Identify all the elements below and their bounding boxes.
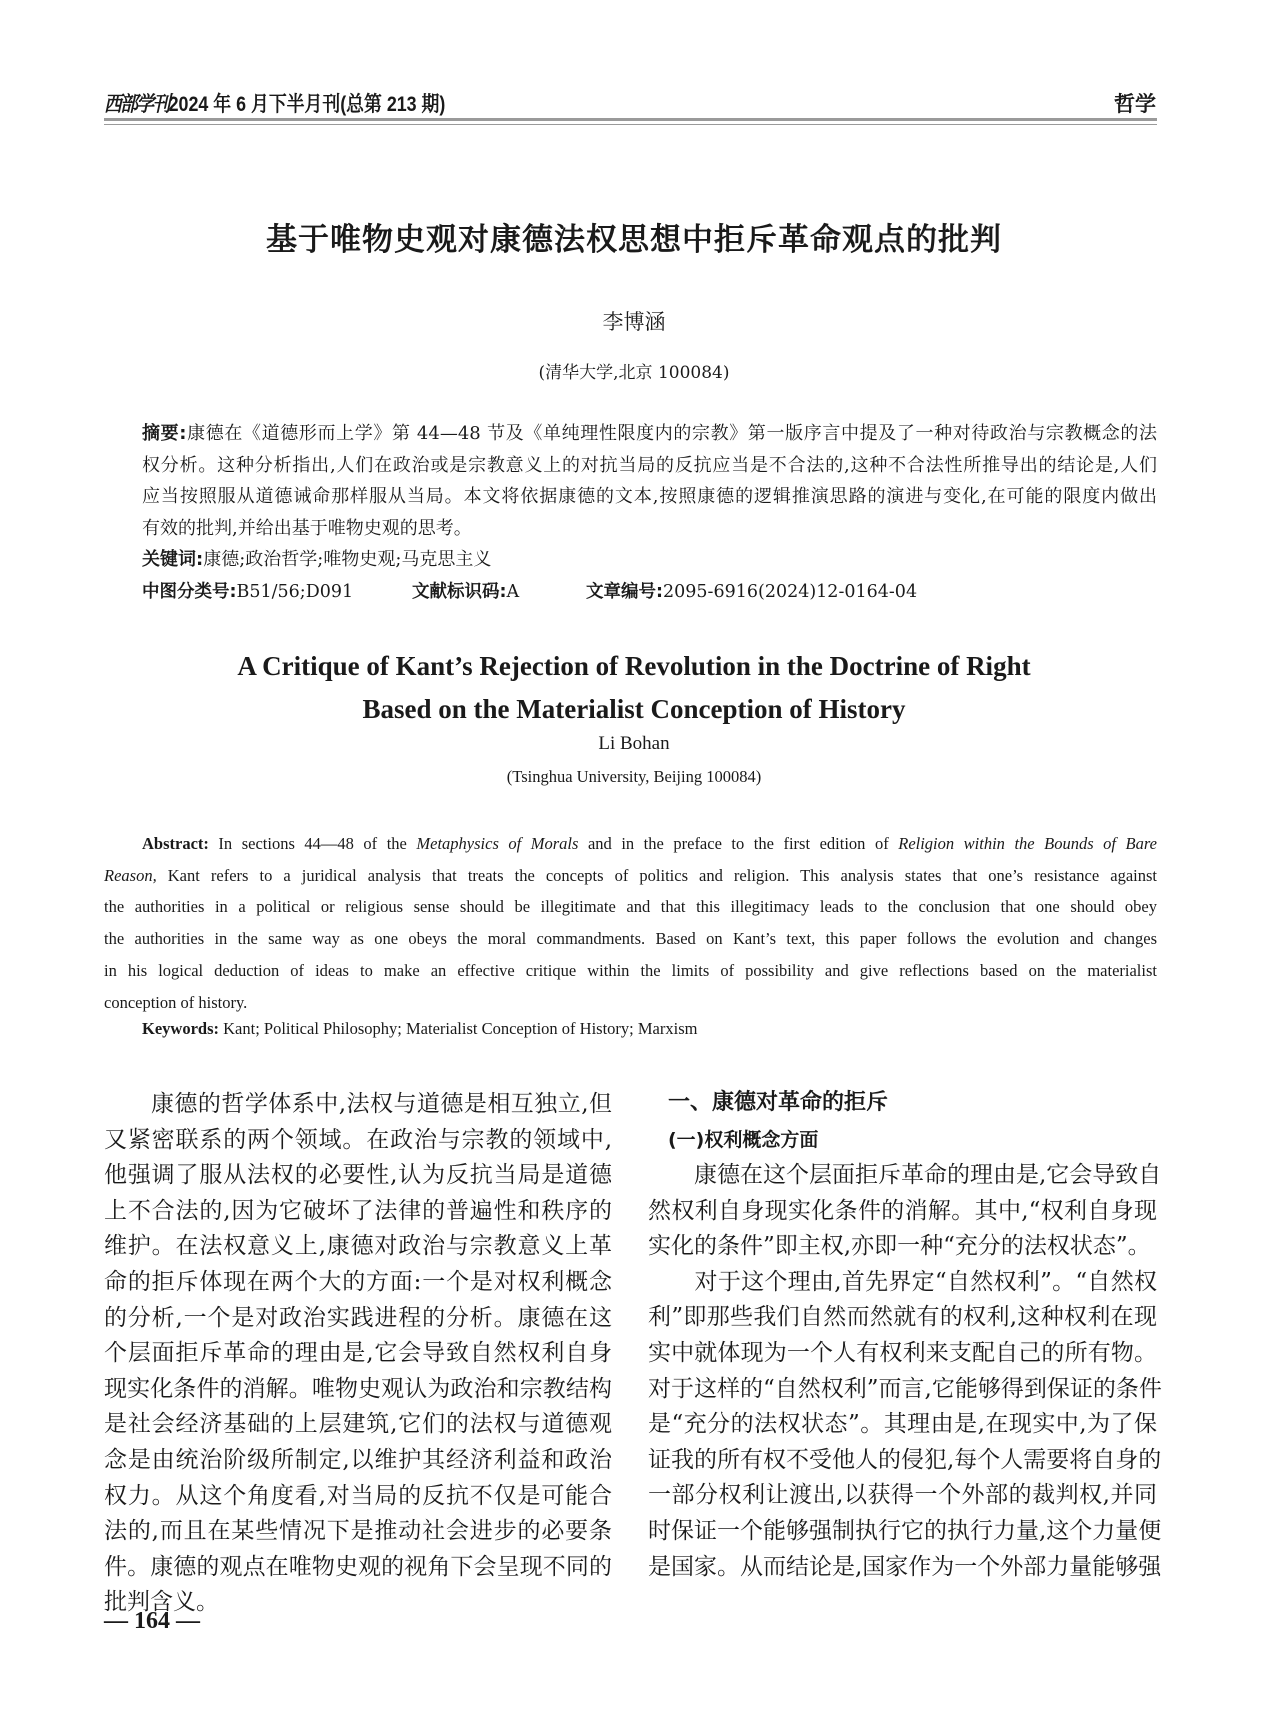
abstract-en-line xyxy=(104,860,1157,892)
abstract-en-line: the authorities in the same way as one obeys the moral commandments. Based on Kant’s text, this paper follows the evolution and changes xyxy=(104,929,1157,949)
body-line: 现实化条件的消解。唯物史观认为政治和宗教结构 xyxy=(104,1375,612,1402)
body-line: 个层面拒斥革命的理由是,它会导致自然权利自身 xyxy=(104,1340,612,1367)
title-en-line: Based on the Materialist Conception of History xyxy=(362,694,906,724)
body-right-column xyxy=(648,1158,1162,1585)
issue-info: 2024 年 6 月下半月刊(总第 213 期) xyxy=(168,93,446,116)
abstract-en-line: in his logical deduction of ideas to make an effective critique within the limits of possibility and give reflections based on the materialist xyxy=(104,960,1157,980)
section-label: 哲学 xyxy=(1114,92,1156,116)
body-line: 然权利自身现实化条件的消解。其中,“权利自身现 xyxy=(648,1197,1157,1224)
abstract-en-text: In sections 44—48 of the xyxy=(208,834,417,853)
paper-title-cn: 基于唯物史观对康德法权思想中拒斥革命观点的批判 xyxy=(266,222,1002,258)
abstract-label: 摘要: xyxy=(142,423,187,444)
body-line: 念是由统治阶级所制定,以维护其经济利益和政治 xyxy=(104,1446,612,1473)
abstract-en xyxy=(104,828,1157,1018)
abstract-en-text: and in the preface to the first edition of xyxy=(578,834,899,853)
body-line: 权力。从这个角度看,对当局的反抗不仅是可能合 xyxy=(104,1482,612,1509)
body-line: 时保证一个能够强制执行它的执行力量,这个力量便 xyxy=(648,1517,1162,1544)
journal-logo: 西部学刊 xyxy=(104,91,169,116)
body-line: 维护。在法权意义上,康德对政治与宗教意义上革 xyxy=(104,1233,612,1260)
abstract-en-label: Abstract: xyxy=(142,834,209,853)
clc xyxy=(142,578,353,603)
book-title: Metaphysics of Morals xyxy=(416,834,579,853)
author-cn: 李博涵 xyxy=(602,310,666,334)
paper-title-en xyxy=(0,645,1268,731)
clc-value: B51/56;D091 xyxy=(236,582,354,602)
body-line: 上不合法的,因为它破坏了法律的普遍性和秩序的 xyxy=(104,1197,612,1224)
keywords-label: 关键词: xyxy=(142,549,204,571)
keywords-cn xyxy=(142,544,1157,576)
keywords-en-label: Keywords: xyxy=(142,1019,219,1038)
body-line: 实中就体现为一个人有权利来支配自己的所有物。 xyxy=(648,1339,1157,1366)
body-line: 他强调了服从法权的必要性,认为反抗当局是道德 xyxy=(104,1162,612,1189)
page-number: — 164 — xyxy=(104,1608,200,1634)
body-line: 命的拒斥体现在两个大的方面:一个是对权利概念 xyxy=(104,1268,612,1295)
abstract-text: 康德在《道德形而上学》第 44—48 节及《单纯理性限度内的宗教》第一版序言中提及了一种对待政治与宗教概念的法 xyxy=(186,423,1157,444)
body-line: 法的,而且在某些情况下是推动社会进步的必要条 xyxy=(104,1518,612,1545)
abstract-en-line: conception of history. xyxy=(104,992,248,1012)
keywords-text: 康德;政治哲学;唯物史观;马克思主义 xyxy=(203,549,492,571)
body-line: 是社会经济基础的上层建筑,它们的法权与道德观 xyxy=(104,1411,612,1438)
book-title: Religion within the Bounds of Bare xyxy=(898,834,1157,853)
abstract-line: 有效的批判,并给出基于唯物史观的思考。 xyxy=(142,517,472,539)
body-line: 的分析,一个是对政治实践进程的分析。康德在这 xyxy=(104,1304,612,1331)
doc-code xyxy=(412,578,519,603)
doc-code-value: A xyxy=(506,582,520,602)
article-number-label: 文章编号: xyxy=(586,582,663,602)
abstract-line: 权分析。这种分析指出,人们在政治或是宗教意义上的对抗当局的反抗应当是不合法的,这种不合法性所推导出的结论是,人们 xyxy=(142,454,1157,476)
body-line: 又紧密联系的两个领域。在政治与宗教的领域中, xyxy=(104,1126,612,1153)
header-rule-thin xyxy=(104,124,1157,125)
affiliation-cn: (清华大学,北京 100084) xyxy=(538,363,730,383)
header-rule xyxy=(104,118,1157,121)
title-en-line: A Critique of Kant’s Rejection of Revolution in the Doctrine of Right xyxy=(237,651,1031,681)
abstract-line xyxy=(142,418,1157,450)
body-line: 一部分权利让渡出,以获得一个外部的裁判权,并同 xyxy=(648,1482,1157,1509)
article-number-value: 2095-6916(2024)12-0164-04 xyxy=(663,582,918,602)
keywords-en-text: Kant; Political Philosophy; Materialist Conception of History; Marxism xyxy=(219,1019,698,1038)
doc-code-label: 文献标识码: xyxy=(412,582,507,602)
body-line: 对于这样的“自然权利”而言,它能够得到保证的条件 xyxy=(648,1375,1162,1402)
keywords-en xyxy=(142,1019,697,1039)
body-line: 证我的所有权不受他人的侵犯,每个人需要将自身的 xyxy=(648,1446,1162,1473)
abstract-en-text: Kant refers to a juridical analysis that treats the concepts of politics and religion. This analysis states that one’s resistance against xyxy=(156,865,1157,885)
body-line: 康德的哲学体系中,法权与道德是相互独立,但 xyxy=(104,1091,612,1117)
book-title: Reason, xyxy=(104,865,157,885)
subsection-heading: (一)权利概念方面 xyxy=(668,1129,819,1151)
section-heading: 一、康德对革命的拒斥 xyxy=(668,1090,889,1115)
body-line: 是“充分的法权状态”。其理由是,在现实中,为了保 xyxy=(648,1411,1157,1438)
body-line: 对于这个理由,首先界定“自然权利”。“自然权 xyxy=(648,1268,1157,1295)
body-line: 批判含义。 xyxy=(104,1589,219,1616)
abstract-en-line: the authorities in a political or religious sense should be illegitimate and that this illegitimacy leads to the conclusion that one should obey xyxy=(104,897,1157,917)
body-line: 康德在这个层面拒斥革命的理由是,它会导致自 xyxy=(648,1162,1162,1188)
body-line: 是国家。从而结论是,国家作为一个外部力量能够强 xyxy=(648,1553,1162,1580)
abstract-line: 应当按照服从道德诫命那样服从当局。本文将依据康德的文本,按照康德的逻辑推演思路的演进与变化,在可能的限度内做出 xyxy=(142,486,1157,508)
body-line: 利”即那些我们自然而然就有的权利,这种权利在现 xyxy=(648,1304,1157,1331)
body-line: 实化的条件”即主权,亦即一种“充分的法权状态”。 xyxy=(648,1233,1151,1260)
author-en: Li Bohan xyxy=(598,733,670,754)
running-header xyxy=(104,88,445,118)
article-number xyxy=(586,578,917,603)
body-left-column xyxy=(104,1087,612,1621)
clc-label: 中图分类号: xyxy=(142,582,237,602)
abstract-cn xyxy=(142,418,1157,576)
affiliation-en: (Tsinghua University, Beijing 100084) xyxy=(506,767,762,786)
body-line: 件。康德的观点在唯物史观的视角下会呈现不同的 xyxy=(104,1553,612,1580)
abstract-en-line xyxy=(104,828,1157,860)
